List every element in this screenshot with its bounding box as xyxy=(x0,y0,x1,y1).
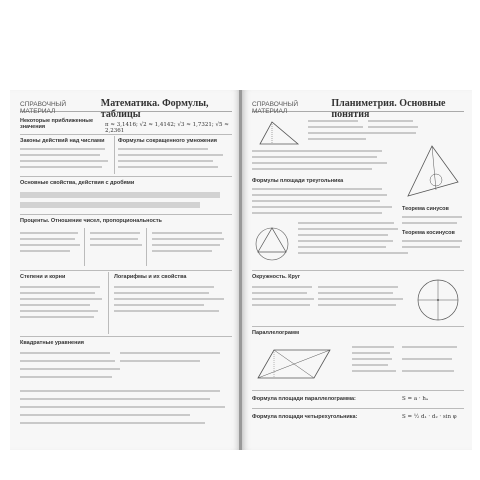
formula-line xyxy=(352,352,390,354)
left-header-label: СПРАВОЧНЫЙ МАТЕРИАЛ xyxy=(20,101,67,115)
left-page-header xyxy=(20,98,232,120)
formula-line xyxy=(20,244,80,246)
formula-line xyxy=(90,244,142,246)
circle-figure xyxy=(414,276,462,324)
formula-line xyxy=(298,246,386,248)
formula-line xyxy=(402,222,457,224)
formula-line xyxy=(114,292,209,294)
formula-parallelogram-area: S = a · hₐ xyxy=(402,396,429,402)
left-header-title: Математика. Формулы, таблицы xyxy=(100,98,209,120)
section-title: Логарифмы и их свойства xyxy=(114,274,187,280)
formula-line xyxy=(20,352,110,354)
section-title: Формулы сокращенного умножения xyxy=(118,138,217,144)
formula-line xyxy=(20,406,225,408)
formula-line xyxy=(368,120,413,122)
formula-line xyxy=(20,316,94,318)
divider xyxy=(84,228,85,266)
right-page-header xyxy=(252,98,464,120)
formula-line xyxy=(118,148,208,150)
formula-line xyxy=(402,358,452,360)
formula-line xyxy=(20,360,115,362)
formula-line xyxy=(318,304,396,306)
formula-line xyxy=(352,346,394,348)
formula-line xyxy=(252,150,382,152)
formula-line xyxy=(352,358,392,360)
formula-line xyxy=(118,160,213,162)
formula-line xyxy=(368,132,416,134)
formula-line xyxy=(318,292,393,294)
section-title: Формула площади параллелограмма: xyxy=(252,396,356,402)
formula-line xyxy=(20,414,190,416)
formula-line xyxy=(402,346,457,348)
formula-line xyxy=(20,148,105,150)
formula-line xyxy=(402,370,454,372)
section-title: Формулы площади треугольника xyxy=(252,178,344,184)
formula-line xyxy=(20,390,220,392)
parallelogram-figure xyxy=(254,344,334,384)
formula-line xyxy=(152,250,212,252)
formula-line xyxy=(90,238,138,240)
triangle-figure xyxy=(252,118,302,148)
formula-line xyxy=(152,232,222,234)
divider xyxy=(252,408,464,409)
divider xyxy=(20,214,232,215)
formula-line xyxy=(298,240,393,242)
divider xyxy=(20,270,232,271)
right-triangle-figure xyxy=(252,218,292,268)
formula-line xyxy=(20,368,120,370)
formula-line xyxy=(118,166,218,168)
section-title: Основные свойства, действия с дробями xyxy=(20,180,135,186)
formula-line xyxy=(318,298,403,300)
formula-line xyxy=(318,286,398,288)
formula-line xyxy=(252,304,310,306)
formula-line xyxy=(308,126,363,128)
formula-line xyxy=(20,238,75,240)
formula-line xyxy=(20,376,112,378)
formula-line xyxy=(352,364,388,366)
divider xyxy=(146,228,147,266)
formula-line xyxy=(120,352,220,354)
formula-line xyxy=(252,200,380,202)
right-header-label: СПРАВОЧНЫЙ МАТЕРИАЛ xyxy=(252,101,299,115)
divider xyxy=(252,270,464,271)
formula-line xyxy=(20,286,100,288)
notebook-spread xyxy=(10,90,470,450)
formula-line xyxy=(20,292,95,294)
formula-line xyxy=(252,292,307,294)
formula-line xyxy=(352,370,396,372)
formula-line xyxy=(298,234,388,236)
formula-line xyxy=(252,156,377,158)
formula-line xyxy=(20,250,70,252)
right-page xyxy=(242,90,472,450)
divider xyxy=(252,390,464,391)
section-title: Окружность. Круг xyxy=(252,274,301,280)
right-header-title: Планиметрия. Основные понятия xyxy=(331,98,446,120)
formula-line xyxy=(114,286,214,288)
section-title: Законы действий над числами xyxy=(20,138,105,144)
formula-line xyxy=(252,188,382,190)
formula-line xyxy=(20,422,205,424)
formula-line xyxy=(20,398,210,400)
formula-line xyxy=(20,166,102,168)
formula-line xyxy=(114,304,204,306)
section-title: Проценты. Отношение чисел, пропорциональность xyxy=(20,218,162,224)
formula-line xyxy=(20,154,100,156)
formula-line xyxy=(20,304,90,306)
section-title: Квадратные уравнения xyxy=(20,340,85,346)
formula-line xyxy=(298,252,408,254)
section-title: Теорема косинусов xyxy=(402,230,455,236)
formula-line xyxy=(20,192,220,198)
formula-line xyxy=(298,228,398,230)
formula-line xyxy=(402,246,460,248)
formula-line xyxy=(368,126,418,128)
formula-line xyxy=(114,298,224,300)
section-title: Степени и корни xyxy=(20,274,66,280)
formula-line xyxy=(252,206,392,208)
formula-line xyxy=(118,154,223,156)
formula-line xyxy=(20,202,200,208)
formula-line xyxy=(308,120,358,122)
formula-line xyxy=(298,222,394,224)
divider xyxy=(20,176,232,177)
formula-line xyxy=(252,298,314,300)
formula-line xyxy=(20,298,102,300)
section-title: Формула площади четырехугольника: xyxy=(252,414,358,420)
formula-quad-area: S = ½ d₁ · d₂ · sin φ xyxy=(402,414,457,420)
formula-line xyxy=(252,194,387,196)
formula-line xyxy=(252,286,312,288)
divider xyxy=(20,134,232,135)
formula-line xyxy=(152,244,220,246)
formula-line xyxy=(90,232,140,234)
formula-line xyxy=(308,132,368,134)
triangle-with-circle-figure xyxy=(402,142,462,202)
formula-line xyxy=(20,160,108,162)
approx-title: Некоторые приближенные значения xyxy=(20,118,94,130)
divider xyxy=(108,272,109,334)
section-title: Теорема синусов xyxy=(402,206,449,212)
formula-line xyxy=(20,232,78,234)
formula-line xyxy=(120,360,200,362)
section-title: Параллелограмм xyxy=(252,330,300,336)
formula-line xyxy=(114,310,219,312)
divider xyxy=(252,326,464,327)
formula-line xyxy=(252,168,372,170)
formula-line xyxy=(402,240,462,242)
approx-values: π ≈ 3,1416; √2 ≈ 1,4142; √3 ≈ 1,7321; √5 ≈ 2,2361 xyxy=(105,122,229,134)
divider xyxy=(114,136,115,174)
divider xyxy=(20,336,232,337)
formula-line xyxy=(252,162,387,164)
formula-line xyxy=(152,238,224,240)
formula-line xyxy=(308,138,366,140)
left-page xyxy=(10,90,240,450)
formula-line xyxy=(402,216,462,218)
formula-line xyxy=(20,310,98,312)
formula-line xyxy=(252,212,382,214)
